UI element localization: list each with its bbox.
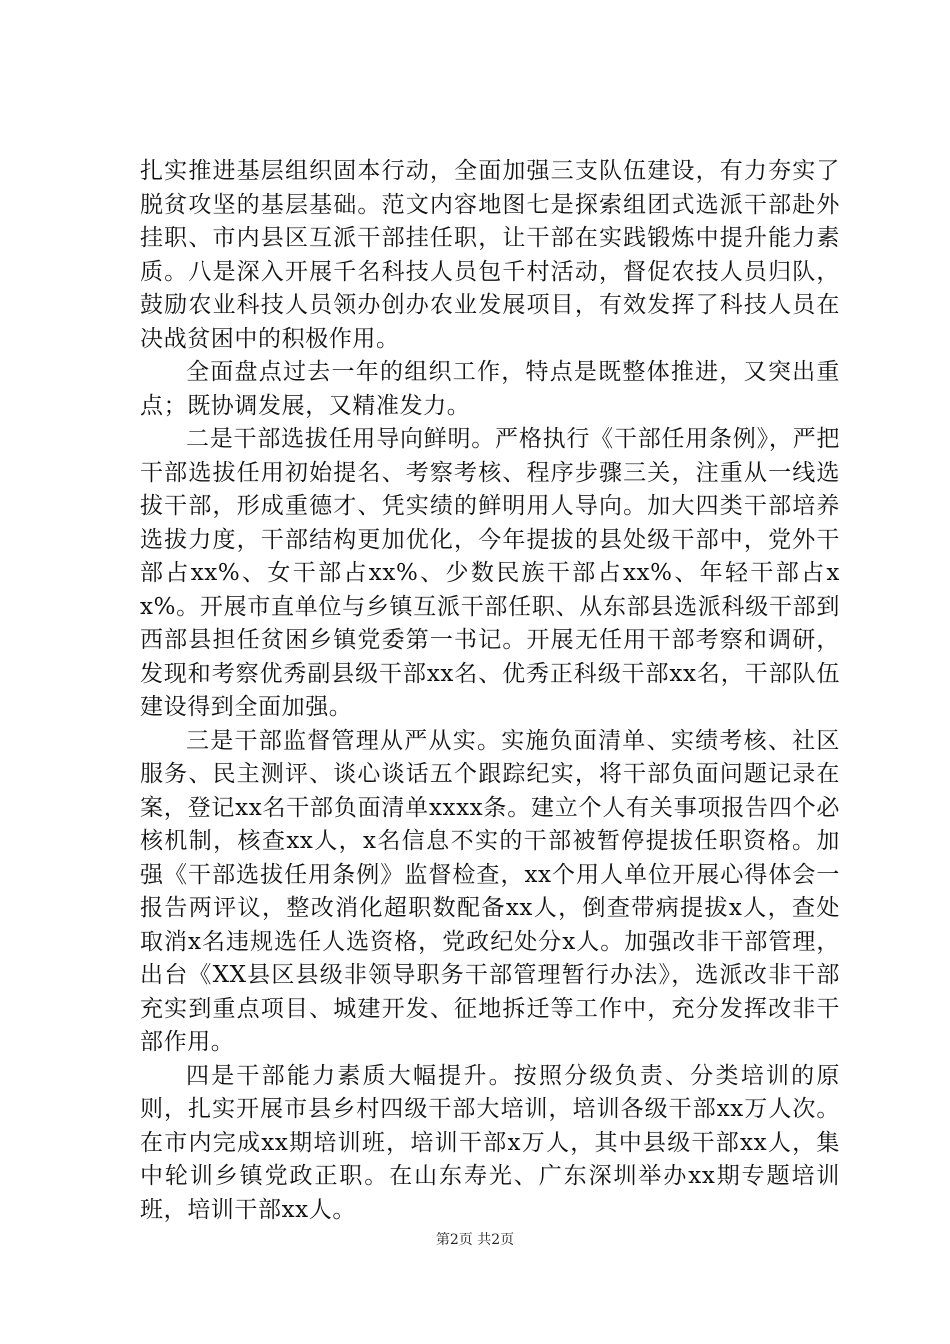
paragraph-cadre-supervision: 三是干部监督管理从严从实。实施负面清单、实绩考核、社区服务、民主测评、谈心谈话五个跟踪纪实，将干部负面问题记录在案，登记xx名干部负面清单xxxx条。建立个人有关事项报告四个必核机制，核查xx人，x名信息不实的干部被暂停提拔任职资格。加强《干部选拔任用条例》监督检查，xx个用人单位开展心得体会一报告两评议，整改消化超职数配备xx人，倒查带病提拔x人，查处取消x名违规选任人选资格，党政纪处分x人。加强改非干部管理，出台《XX县区县级非领导职务干部管理暂行办法》，选派改非干部充实到重点项目、城建开发、征地拆迁等工作中，充分发挥改非干部作用。 — [140, 727, 840, 1055]
document-body — [140, 155, 840, 1227]
paragraph-cadre-selection: 二是干部选拔任用导向鲜明。严格执行《干部任用条例》，严把干部选拔任用初始提名、考察考核、程序步骤三关，注重从一线选拔干部，形成重德才、凭实绩的鲜明用人导向。加大四类干部培养选拔力度，干部结构更加优化，今年提拔的县处级干部中，党外干部占xx%、女干部占xx%、少数民族干部占xx%、年轻干部占xx%。开展市直单位与乡镇互派干部任职、从东部县选派科级干部到西部县担任贫困乡镇党委第一书记。开展无任用干部考察和调研，发现和考察优秀副县级干部xx名、优秀正科级干部xx名，干部队伍建设得到全面加强。 — [140, 426, 840, 720]
paragraph-continuation: 扎实推进基层组织固本行动，全面加强三支队伍建设，有力夯实了脱贫攻坚的基层基础。范文内容地图七是探索组团式选派干部赴外挂职、市内县区互派干部挂任职，让干部在实践锻炼中提升能力素质。八是深入开展千名科技人员包千村活动，督促农技人员归队，鼓励农业科技人员领办创办农业发展项目，有效发挥了科技人员在决战贫困中的积极作用。 — [140, 158, 840, 352]
paragraph-summary: 全面盘点过去一年的组织工作，特点是既整体推进，又突出重点；既协调发展，又精准发力。 — [140, 359, 840, 419]
paragraph-cadre-training: 四是干部能力素质大幅提升。按照分级负责、分类培训的原则，扎实开展市县乡村四级干部大培训，培训各级干部xx万人次。在市内完成xx期培训班，培训干部x万人，其中县级干部xx人，集中轮训乡镇党政正职。在山东寿光、广东深圳举办xx期专题培训班，培训干部xx人。 — [140, 1062, 840, 1223]
page-number-footer: 第2页 共2页 — [435, 1232, 515, 1248]
